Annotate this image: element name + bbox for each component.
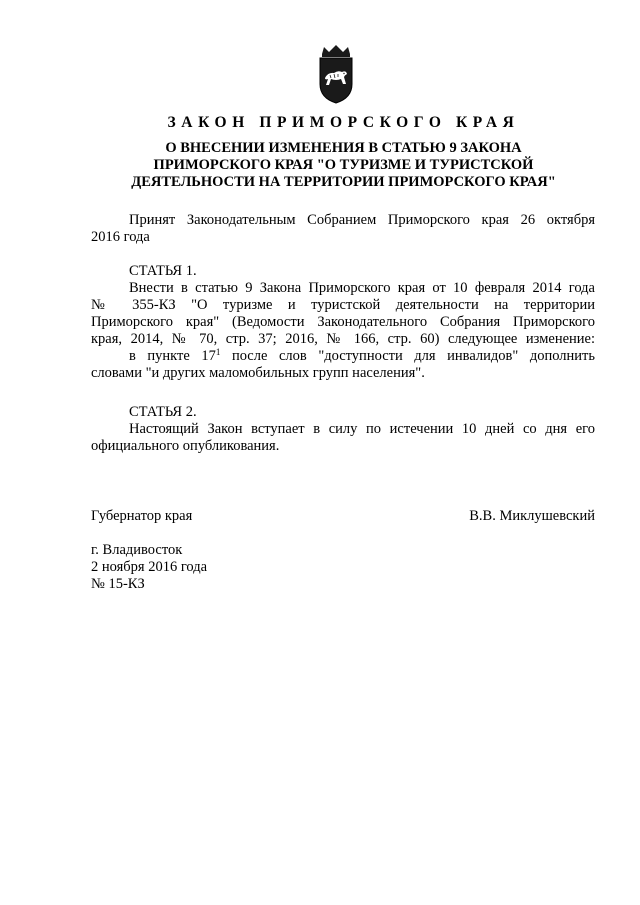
article-2-body bbox=[91, 421, 595, 455]
law-title: ЗАКОН ПРИМОРСКОГО КРАЯ bbox=[167, 114, 520, 131]
article-1-line: № 355-КЗ "О туризме и туристской деятельности на территории bbox=[91, 297, 595, 313]
article-1-line: края, 2014, № 70, стр. 37; 2016, № 166, стр. 60) следующее изменение: bbox=[91, 331, 595, 347]
coat-of-arms-icon bbox=[316, 44, 356, 104]
signing-date: 2 ноября 2016 года bbox=[91, 559, 208, 575]
article-1-body bbox=[91, 280, 595, 382]
amendment-line bbox=[91, 348, 595, 365]
subtitle-line: О ВНЕСЕНИИ ИЗМЕНЕНИЯ В СТАТЬЮ 9 ЗАКОНА bbox=[165, 140, 522, 156]
subtitle-line: ДЕЯТЕЛЬНОСТИ НА ТЕРРИТОРИИ ПРИМОРСКОГО КРАЯ" bbox=[131, 174, 556, 190]
article-2-line: официального опубликования. bbox=[91, 438, 280, 454]
article-2-line: Настоящий Закон вступает в силу по истечении 10 дней со дня его bbox=[129, 421, 595, 437]
amendment-text: после слов "доступности для инвалидов" дополнить bbox=[220, 348, 595, 364]
article-1-line: Внести в статью 9 Закона Приморского края от 10 февраля 2014 года bbox=[129, 280, 595, 296]
adoption-line: Принят Законодательным Собранием Приморского края 26 октября bbox=[129, 212, 595, 228]
law-subtitle bbox=[91, 140, 596, 191]
signatory-name: В.В. Миклушевский bbox=[469, 508, 595, 524]
place-and-date bbox=[91, 542, 207, 593]
article-1-heading: СТАТЬЯ 1. bbox=[129, 263, 197, 279]
amendment-line: словами "и других маломобильных групп населения". bbox=[91, 365, 425, 381]
signatory-position: Губернатор края bbox=[91, 508, 193, 524]
article-1-line: Приморского края" (Ведомости Законодательного Собрания Приморского bbox=[91, 314, 595, 330]
subtitle-line: ПРИМОРСКОГО КРАЯ "О ТУРИЗМЕ И ТУРИСТСКОЙ bbox=[153, 157, 534, 173]
adoption-statement bbox=[91, 212, 595, 246]
amendment-text: в пункте 17 bbox=[129, 348, 216, 364]
city: г. Владивосток bbox=[91, 542, 183, 558]
adoption-line: 2016 года bbox=[91, 229, 150, 245]
amendment-superscript: 1 bbox=[215, 347, 221, 357]
law-number: № 15-КЗ bbox=[91, 576, 145, 592]
article-2-heading: СТАТЬЯ 2. bbox=[129, 404, 197, 420]
